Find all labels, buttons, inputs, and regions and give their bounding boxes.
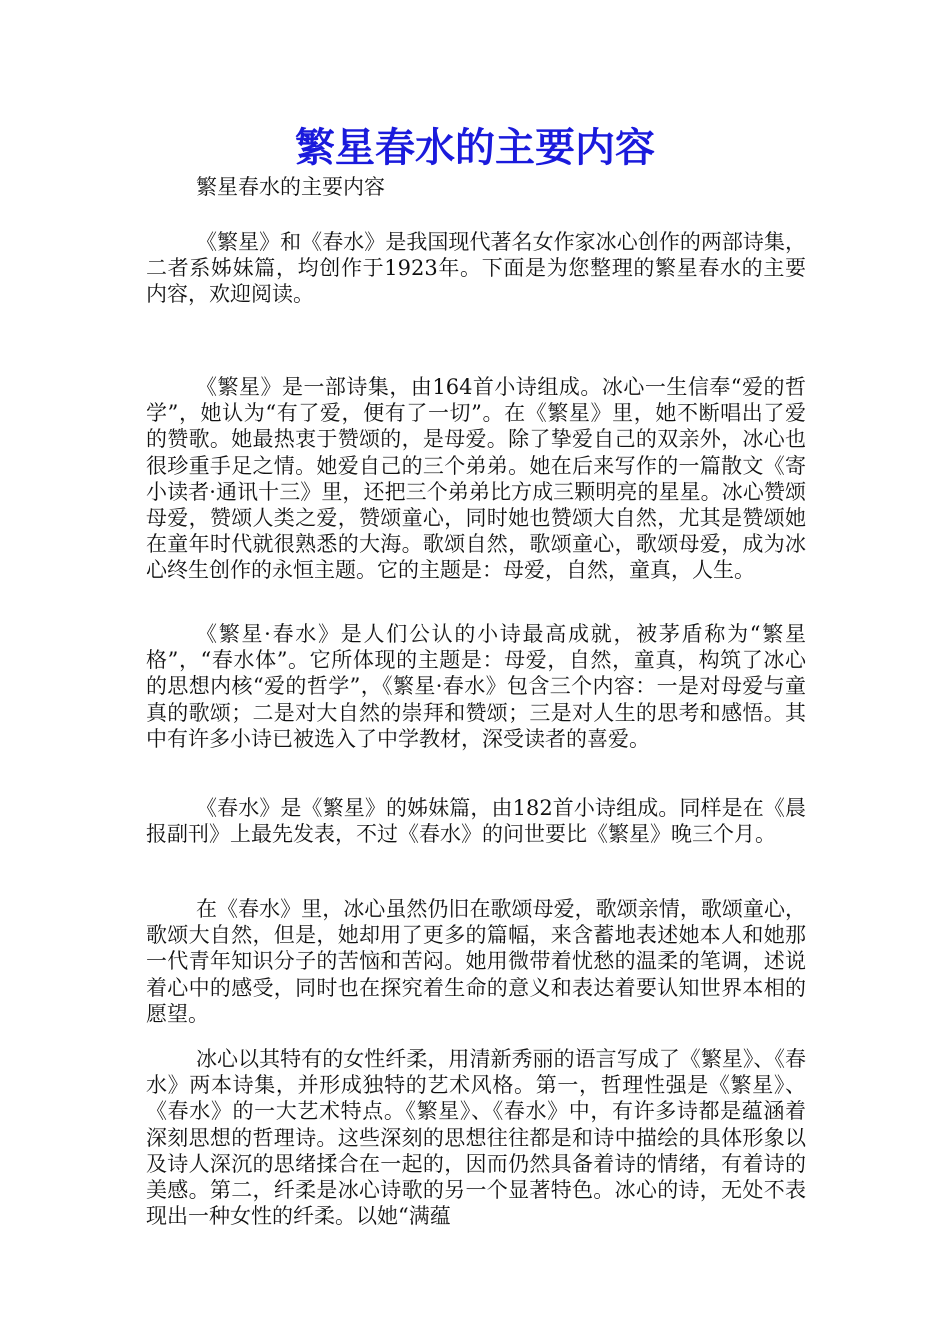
paragraph-chunshui-themes: 在《春水》里，冰心虽然仍旧在歌颂母爱，歌颂亲情，歌颂童心，歌颂大自然，但是，她却用了更多的篇幅，来含蓄地表述她本人和她那一代青年知识分子的苦恼和苦闷。她用微带着忧愁的温柔的笔调，述说着心中的感受，同时也在探究着生命的意义和表达着要认知世界本相的愿望。 [146, 897, 806, 1026]
document-subtitle: 繁星春水的主要内容 [196, 175, 385, 199]
paragraph-fanxing: 《繁星》是一部诗集，由164首小诗组成。冰心一生信奉“爱的哲学”，她认为“有了爱，便有了一切”。在《繁星》里，她不断唱出了爱的赞歌。她最热衷于赞颂的，是母爱。除了挚爱自己的双亲外，冰心也很珍重手足之情。她爱自己的三个弟弟。她在后来写作的一篇散文《寄小读者·通讯十三》里，还把三个弟弟比方成三颗明亮的星星。冰心赞颂母爱，赞颂人类之爱，赞颂童心，同时她也赞颂大自然，尤其是赞颂她在童年时代就很熟悉的大海。歌颂自然，歌颂童心，歌颂母爱，成为冰心终生创作的永恒主题。它的主题是：母爱，自然，童真，人生。 [146, 375, 806, 583]
paragraph-fanxing-chunshui: 《繁星·春水》是人们公认的小诗最高成就，被茅盾称为“繁星格”，“春水体”。它所体现的主题是：母爱，自然，童真，构筑了冰心的思想内核“爱的哲学”，《繁星·春水》包含三个内容：一是对母爱与童真的歌颂；二是对大自然的崇拜和赞颂；三是对人生的思考和感悟。其中有许多小诗已被选入了中学教材，深受读者的喜爱。 [146, 622, 806, 751]
document-title: 繁星春水的主要内容 [295, 124, 655, 171]
paragraph-chunshui: 《春水》是《繁星》的姊妹篇，由182首小诗组成。同样是在《晨报副刊》上最先发表，不过《春水》的问世要比《繁星》晚三个月。 [146, 796, 806, 847]
paragraph-artistic-style: 冰心以其特有的女性纤柔，用清新秀丽的语言写成了《繁星》、《春水》两本诗集，并形成独特的艺术风格。第一，哲理性强是《繁星》、《春水》的一大艺术特点。《繁星》、《春水》中，有许多诗都是蕴涵着深刻思想的哲理诗。这些深刻的思想往往都是和诗中描绘的具体形象以及诗人深沉的思绪揉合在一起的，因而仍然具备着诗的情绪，有着诗的美感。第二，纤柔是冰心诗歌的另一个显著特色。冰心的诗，无处不表现出一种女性的纤柔。以她“满蕴 [146, 1047, 806, 1229]
paragraph-intro: 《繁星》和《春水》是我国现代著名女作家冰心创作的两部诗集，二者系姊妹篇，均创作于1923年。下面是为您整理的繁星春水的主要内容，欢迎阅读。 [146, 230, 806, 307]
